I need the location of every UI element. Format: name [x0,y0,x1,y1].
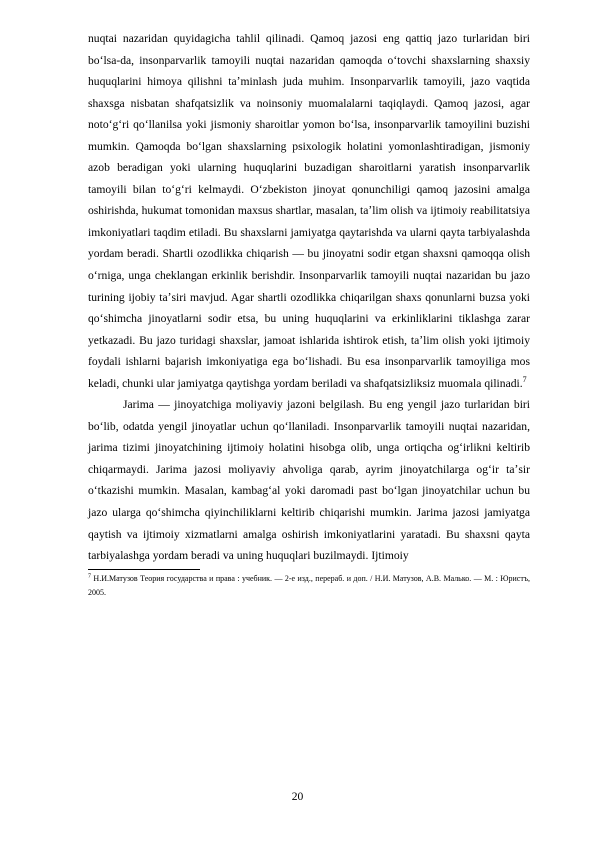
page-content [88,28,530,600]
footnote-number: 7 [88,573,91,580]
footnote-reference[interactable]: 7 [522,374,527,384]
paragraph-1-text: nuqtai nazaridan quyidagicha tahlil qilinadi. Qamoq jazosi eng qattiq jazo turlaridan biri bo‘lsa-da, insonparvarlik tamoyili nuqtai nazaridan qamoqda o‘tovchi shaxslarning shaxsiy huquqlarini himoya qilishni taʼminlash juda muhim. Insonparvarlik tamoyili, jazo vaqtida shaxsga nisbatan shafqatsizlik va noinsoniy muomalalarni taqiqlaydi. Qamoq jazosi, agar noto‘g‘ri qo‘llanilsa yoki jismoniy sharoitlar yomon bo‘lsa, insonparvarlik tamoyilini buzishi mumkin. Qamoqda bo‘lgan shaxslarning psixologik holatini yomonlashtiradigan, jismoniy azob beradigan yoki ularning huquqlarini buzadigan sharoitlarni yaratish insonparvarlik tamoyili bilan to‘g‘ri kelmaydi. O‘zbekiston jinoyat qonunchiligi qamoq jazosini amalga oshirishda, hukumat tomonidan maxsus shartlar, masalan, taʼlim olish va ijtimoiy reabilitatsiya imkoniyatlari taqdim etiladi. Bu shaxslarni jamiyatga qaytarishda va ularni qayta tarbiyalashda yordam beradi. Shartli ozodlikka chiqarish — bu jinoyatni sodir etgan shaxsni qamoqqa olish o‘rniga, unga cheklangan erkinlik berishdir. Insonparvarlik tamoyili nuqtai nazaridan bu jazo turining ijobiy taʼsiri mavjud. Agar shartli ozodlikka chiqarilgan shaxs qonunlarni buzsa yoki qo‘shimcha jinoyatlarni sodir etsa, bu uning huquqlarini va erkinliklarini tiklashga zarar yetkazadi. Bu jazo turidagi shaxslar, jamoat ishlarida ishtirok etish, taʼlim olish yoki ijtimoiy foydali ishlarni bajarish imkoniyatiga ega bo‘lishadi. Bu esa insonparvarlik tamoyiliga mos keladi, chunki ular jamiyatga qaytishga yordam beriladi va shafqatsizliksiz muomala qilinadi. [88,32,530,390]
body-paragraph-1 [88,28,530,394]
footnote-divider [88,569,200,570]
page-number: 20 [291,790,304,803]
footnote [88,572,530,600]
body-paragraph-2: Jarima — jinoyatchiga moliyaviy jazoni belgilash. Bu eng yengil jazo turlaridan biri bo‘lib, odatda yengil jinoyatlar uchun qo‘llaniladi. Insonparvarlik tamoyili nuqtai nazaridan, jarima tizimi jinoyatchining ijtimoiy holatini hisobga olib, unga ortiqcha og‘irlikni keltirib chiqarmaydi. Jarima jazosi moliyaviy ahvoliga qarab, ayrim jinoyatchilarga og‘ir taʼsir o‘tkazishi mumkin. Masalan, kambag‘al yoki daromadi past bo‘lgan jinoyatchilar uchun bu jazo ularga qo‘shimcha qiyinchiliklarni keltirib chiqarishi mumkin. Jarima jazosi jamiyatga qaytish va ijtimoiy xizmatlarni amalga oshirish imkoniyatlarini yaratadi. Bu shaxsni qayta tarbiyalashga yordam beradi va uning huquqlari buzilmaydi. Ijtimoiy [88,398,530,563]
footnote-text: Н.И.Матузов Теория государства и права : учебник. — 2-е изд., перераб. и доп. / Н.И. Матузов, А.В. Малько. — М. : Юристъ, 2005. [88,573,530,597]
